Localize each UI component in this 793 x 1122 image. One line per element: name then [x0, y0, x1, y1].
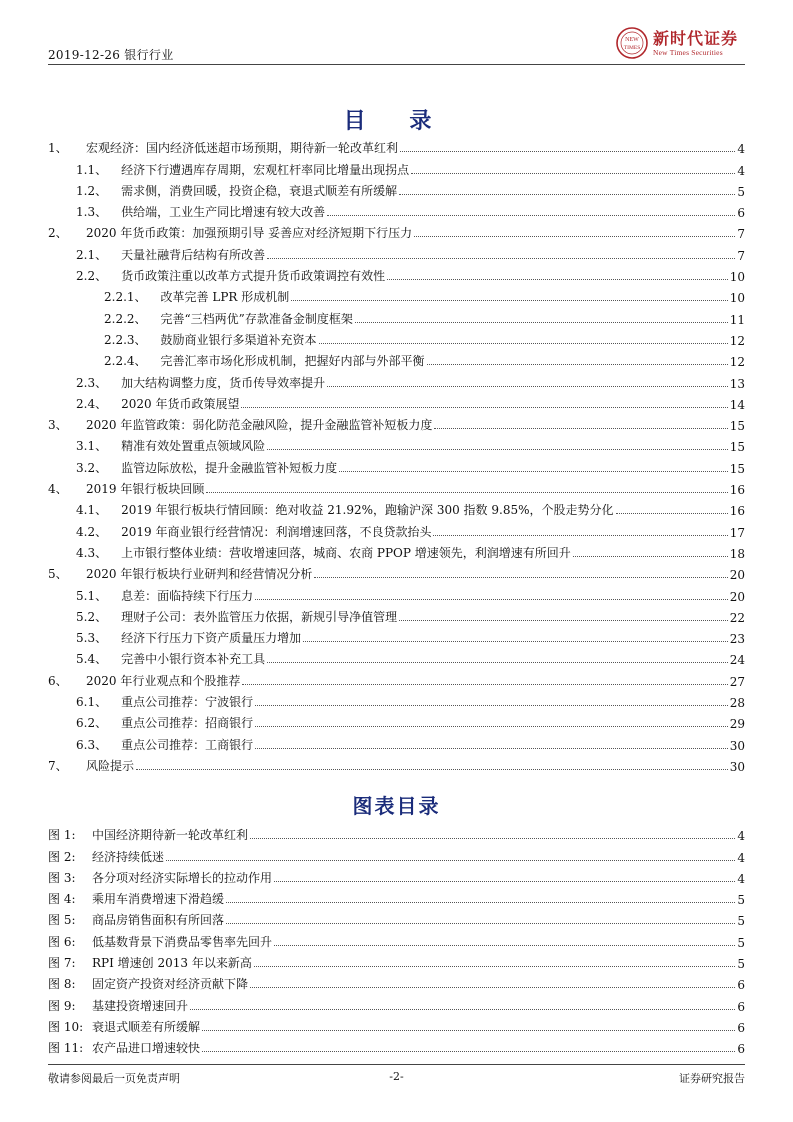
figure-entry-number: 图 3: — [48, 870, 76, 885]
toc-entry-page: 16 — [729, 504, 745, 519]
figure-entry-page: 6 — [737, 1020, 745, 1035]
toc-entry-page: 27 — [729, 674, 745, 689]
page-header — [48, 24, 745, 68]
toc-entry-page: 12 — [729, 355, 745, 370]
toc-leader-dots — [314, 577, 727, 578]
header-divider — [48, 64, 745, 65]
toc-leader-dots — [267, 449, 728, 450]
toc-leader-dots — [573, 556, 728, 557]
toc-entry[interactable] — [48, 667, 745, 688]
figure-leader-dots — [274, 945, 735, 946]
figure-leader-dots — [226, 923, 735, 924]
figure-leader-dots — [250, 987, 735, 988]
figure-entry-page: 6 — [737, 1042, 745, 1057]
toc-entry-number: 4.3、 — [76, 545, 108, 560]
toc-entry-page: 13 — [729, 376, 745, 391]
figure-entry-text: RPI 增速创 2013 年以来新高 — [92, 956, 252, 971]
toc-entry-text: 宏观经济：国内经济低迷超市场预期，期待新一轮改革红利 — [86, 141, 399, 156]
toc-entry-number: 6、 — [48, 673, 68, 688]
toc-title: 目 录 — [343, 109, 450, 134]
toc-entry[interactable] — [48, 156, 745, 177]
toc-entry-text: 2019 年银行板块行情回顾：绝对收益 21.92%，跑输沪深 300 指数 9.85%，个股走势分化 — [121, 503, 614, 518]
toc-entry[interactable] — [48, 497, 745, 518]
toc-entry[interactable] — [48, 625, 745, 646]
toc-entry-number: 6.3、 — [76, 737, 108, 752]
toc-entry-number: 6.1、 — [76, 695, 108, 710]
toc-entry-text: 完善“三档两优”存款准备金制度框架 — [160, 311, 353, 326]
toc-entry-page: 5 — [737, 184, 745, 199]
toc-entry-page: 17 — [729, 525, 745, 540]
toc-entry-text: 完善汇率市场化形成机制，把握好内部与外部平衡 — [160, 354, 425, 369]
figure-entry-text: 低基数背景下消费品零售率先回升 — [92, 934, 273, 949]
figure-entry[interactable] — [48, 886, 745, 907]
toc-entry-number: 1.1、 — [76, 162, 108, 177]
toc-entry-page: 22 — [729, 610, 745, 625]
toc-entry-page: 7 — [737, 248, 745, 263]
new-times-logo-icon — [615, 26, 649, 60]
toc-entry-text: 天量社融背后结构有所改善 — [121, 247, 266, 262]
figure-entry-page: 5 — [737, 914, 745, 929]
toc-entry-text: 供给端，工业生产同比增速有较大改善 — [121, 205, 326, 220]
toc-leader-dots — [411, 173, 735, 174]
toc-entry[interactable] — [48, 689, 745, 710]
toc-entry[interactable] — [48, 412, 745, 433]
toc-entry-page: 30 — [729, 738, 745, 753]
toc-entry-number: 3.1、 — [76, 439, 108, 454]
toc-entry-number: 3.2、 — [76, 460, 108, 475]
toc-leader-dots — [355, 322, 728, 323]
toc-entry-page: 10 — [729, 291, 745, 306]
toc-entry-page: 30 — [729, 759, 745, 774]
toc-entry-number: 2、 — [48, 226, 68, 241]
figure-entry-number: 图 4: — [48, 892, 76, 907]
toc-entry-text: 2020 年货币政策：加强预期引导 妥善应对经济短期下行压力 — [86, 226, 413, 241]
toc-leader-dots — [255, 599, 728, 600]
figure-entry-number: 图 11: — [48, 1041, 84, 1056]
toc-entry-text: 需求侧，消费回暖，投资企稳，衰退式顺差有所缓解 — [121, 183, 398, 198]
figure-entry[interactable] — [48, 843, 745, 864]
toc-leader-dots — [206, 492, 727, 493]
toc-entry-number: 5.3、 — [76, 631, 108, 646]
figure-entry-number: 图 7: — [48, 956, 76, 971]
svg-text:TIMES: TIMES — [623, 45, 641, 51]
toc-leader-dots — [400, 151, 735, 152]
toc-leader-dots — [433, 535, 727, 536]
toc-entry[interactable] — [48, 518, 745, 539]
toc-entry-text: 重点公司推荐：招商银行 — [121, 716, 254, 731]
toc-entry-page: 20 — [729, 589, 745, 604]
figure-entry[interactable] — [48, 1035, 745, 1056]
toc-entry-number: 7、 — [48, 758, 68, 773]
toc-entry-text: 经济下行压力下资产质量压力增加 — [121, 631, 302, 646]
toc-entry-text: 改革完善 LPR 形成机制 — [160, 290, 290, 305]
figure-entry-page: 4 — [737, 829, 745, 844]
figure-entry-text: 农产品进口增速较快 — [92, 1041, 201, 1056]
toc-entry-number: 4.1、 — [76, 503, 108, 518]
toc-entry-text: 上市银行整体业绩：营收增速回落，城商、农商 PPOP 增速领先，利润增速有所回升 — [121, 545, 571, 560]
logo-company-name-en: New Times Securities — [653, 48, 723, 57]
toc-entry[interactable] — [48, 476, 745, 497]
toc-entry-page: 10 — [729, 270, 745, 285]
toc-leader-dots — [434, 428, 727, 429]
toc-entry-number: 5.1、 — [76, 588, 108, 603]
figure-leader-dots — [250, 838, 735, 839]
toc-entry-page: 23 — [729, 632, 745, 647]
page-footer — [48, 1064, 745, 1088]
toc-entry[interactable] — [48, 284, 745, 305]
toc-leader-dots — [414, 236, 735, 237]
toc-entry-page: 29 — [729, 717, 745, 732]
toc-entry[interactable] — [48, 369, 745, 390]
toc-entry[interactable] — [48, 199, 745, 220]
page-number: -2- — [389, 1070, 404, 1083]
toc-entry-number: 2.2、 — [76, 269, 108, 284]
toc-entry-text: 风险提示 — [86, 758, 135, 773]
figure-entry-text: 衰退式顺差有所缓解 — [92, 1019, 201, 1034]
figure-entry[interactable] — [48, 1014, 745, 1035]
toc-entry-number: 1.3、 — [76, 205, 108, 220]
figure-entry-number: 图 10: — [48, 1019, 84, 1034]
toc-entry[interactable] — [48, 454, 745, 475]
toc-entry-text: 鼓励商业银行多渠道补充资本 — [160, 332, 317, 347]
company-logo — [615, 24, 745, 62]
toc-entry-number: 2.3、 — [76, 375, 108, 390]
toc-entry-text: 2019 年商业银行经营情况：利润增速回落，不良贷款抬头 — [121, 524, 432, 539]
toc-entry-text: 重点公司推荐：工商银行 — [121, 737, 254, 752]
toc-leader-dots — [267, 662, 728, 663]
toc-entry-number: 4.2、 — [76, 524, 108, 539]
toc-leader-dots — [387, 279, 728, 280]
figure-entry-number: 图 6: — [48, 934, 76, 949]
toc-entry[interactable] — [48, 241, 745, 262]
toc-entry-number: 2.2.3、 — [104, 332, 147, 347]
figure-entry-page: 6 — [737, 999, 745, 1014]
toc-entry-text: 完善中小银行资本补充工具 — [121, 652, 266, 667]
toc-entry-page: 11 — [729, 312, 745, 327]
toc-leader-dots — [291, 300, 727, 301]
toc-leader-dots — [267, 258, 735, 259]
toc-entry[interactable] — [48, 731, 745, 752]
toc-entry-page: 15 — [729, 461, 745, 476]
figure-leader-dots — [274, 881, 735, 882]
toc-entry[interactable] — [48, 710, 745, 731]
toc-entry-page: 24 — [729, 653, 745, 668]
toc-entry[interactable] — [48, 561, 745, 582]
toc-leader-dots — [136, 769, 728, 770]
toc-entry[interactable] — [48, 178, 745, 199]
toc-entry[interactable] — [48, 305, 745, 326]
figure-entry-text: 乘用车消费增速下滑趋缓 — [92, 892, 225, 907]
footer-doc-type: 证券研究报告 — [679, 1072, 745, 1085]
footer-disclaimer: 敬请参阅最后一页免责声明 — [48, 1072, 180, 1085]
toc-entry-text: 监管边际放松，提升金融监管补短板力度 — [121, 460, 338, 475]
toc-entry-page: 4 — [737, 142, 745, 157]
toc-leader-dots — [255, 726, 728, 727]
toc-entry[interactable] — [48, 348, 745, 369]
figure-entry-number: 图 1: — [48, 828, 76, 843]
toc-entry-number: 3、 — [48, 418, 68, 433]
toc-entry-number: 5.2、 — [76, 609, 108, 624]
figure-entry-page: 5 — [737, 935, 745, 950]
toc-entry-page: 15 — [729, 419, 745, 434]
figure-entry[interactable] — [48, 950, 745, 971]
toc-entry-number: 5、 — [48, 567, 68, 582]
report-date-sector: 2019-12-26 银行行业 — [48, 48, 174, 62]
figure-entry[interactable] — [48, 992, 745, 1013]
toc-entry-text: 理财子公司：表外监管压力依据，新规引导净值管理 — [121, 609, 398, 624]
toc-entry-text: 加大结构调整力度，货币传导效率提升 — [121, 375, 326, 390]
toc-entry[interactable] — [48, 604, 745, 625]
toc-entry-page: 16 — [729, 483, 745, 498]
toc-entry-text: 精准有效处置重点领域风险 — [121, 439, 266, 454]
svg-text:NEW: NEW — [625, 37, 639, 43]
toc-leader-dots — [339, 471, 728, 472]
table-of-contents — [48, 135, 745, 774]
toc-leader-dots — [327, 215, 735, 216]
toc-entry-number: 5.4、 — [76, 652, 108, 667]
figure-entry-page: 4 — [737, 850, 745, 865]
footer-divider — [48, 1064, 745, 1065]
figure-leader-dots — [226, 902, 735, 903]
figure-entry-number: 图 9: — [48, 998, 76, 1013]
logo-company-name-cn: 新时代证券 — [653, 29, 739, 48]
toc-entry-number: 6.2、 — [76, 716, 108, 731]
toc-entry-page: 18 — [729, 546, 745, 561]
toc-entry[interactable] — [48, 391, 745, 412]
toc-leader-dots — [427, 364, 728, 365]
toc-entry-number: 4、 — [48, 482, 68, 497]
toc-entry[interactable] — [48, 582, 745, 603]
figure-entry[interactable] — [48, 928, 745, 949]
figure-entry-page: 5 — [737, 957, 745, 972]
toc-leader-dots — [616, 513, 728, 514]
toc-leader-dots — [327, 386, 728, 387]
toc-entry-number: 2.4、 — [76, 396, 108, 411]
figure-entry[interactable] — [48, 822, 745, 843]
toc-entry[interactable] — [48, 327, 745, 348]
figure-entry-page: 5 — [737, 893, 745, 908]
toc-entry-text: 2019 年银行板块回顾 — [86, 482, 205, 497]
toc-entry-page: 28 — [729, 696, 745, 711]
toc-entry-page: 14 — [729, 397, 745, 412]
figure-entry-page: 6 — [737, 978, 745, 993]
figures-list-title: 图表目录 — [352, 794, 441, 818]
figure-entry-number: 图 2: — [48, 849, 76, 864]
figure-leader-dots — [202, 1051, 735, 1052]
toc-leader-dots — [399, 194, 735, 195]
toc-leader-dots — [303, 641, 728, 642]
toc-entry-text: 重点公司推荐：宁波银行 — [121, 695, 254, 710]
figure-entry[interactable] — [48, 865, 745, 886]
toc-entry[interactable] — [48, 753, 745, 774]
toc-entry-number: 1、 — [48, 141, 68, 156]
figure-leader-dots — [190, 1009, 735, 1010]
figure-leader-dots — [202, 1030, 735, 1031]
toc-entry-text: 2020 年银行板块行业研判和经营情况分析 — [86, 567, 313, 582]
toc-entry-text: 经济下行遭遇库存周期，宏观杠杆率同比增量出现拐点 — [121, 162, 410, 177]
toc-entry[interactable] — [48, 646, 745, 667]
toc-entry[interactable] — [48, 263, 745, 284]
toc-entry-text: 2020 年货币政策展望 — [121, 396, 240, 411]
toc-entry-page: 4 — [737, 163, 745, 178]
toc-entry-page: 7 — [737, 227, 745, 242]
figure-entry-text: 经济持续低迷 — [92, 849, 165, 864]
toc-entry-page: 20 — [729, 568, 745, 583]
figure-leader-dots — [166, 860, 735, 861]
figures-list — [48, 822, 745, 1056]
toc-leader-dots — [255, 705, 728, 706]
figure-entry-number: 图 8: — [48, 977, 76, 992]
figure-entry-text: 基建投资增速回升 — [92, 998, 189, 1013]
figure-entry-text: 各分项对经济实际增长的拉动作用 — [92, 870, 273, 885]
toc-leader-dots — [255, 748, 728, 749]
figure-leader-dots — [254, 966, 736, 967]
figure-entry-number: 图 5: — [48, 913, 76, 928]
toc-leader-dots — [399, 620, 728, 621]
toc-entry-number: 1.2、 — [76, 183, 108, 198]
toc-entry-page: 15 — [729, 440, 745, 455]
toc-entry-number: 2.2.4、 — [104, 354, 147, 369]
figure-entry-text: 中国经济期待新一轮改革红利 — [92, 828, 249, 843]
toc-entry[interactable] — [48, 540, 745, 561]
toc-entry-number: 2.2.2、 — [104, 311, 147, 326]
figure-entry-text: 商品房销售面积有所回落 — [92, 913, 225, 928]
toc-entry-text: 2020 年行业观点和个股推荐 — [86, 673, 241, 688]
toc-leader-dots — [242, 684, 727, 685]
figure-entry[interactable] — [48, 971, 745, 992]
toc-entry-text: 货币政策注重以改革方式提升货币政策调控有效性 — [121, 269, 386, 284]
figure-entry[interactable] — [48, 907, 745, 928]
toc-entry-number: 2.2.1、 — [104, 290, 147, 305]
toc-entry[interactable] — [48, 433, 745, 454]
toc-entry[interactable] — [48, 135, 745, 156]
figure-entry-text: 固定资产投资对经济贡献下降 — [92, 977, 249, 992]
toc-entry-text: 2020 年监管政策：弱化防范金融风险，提升金融监管补短板力度 — [86, 418, 433, 433]
toc-leader-dots — [241, 407, 727, 408]
figure-entry-page: 4 — [737, 871, 745, 886]
toc-entry[interactable] — [48, 220, 745, 241]
toc-entry-page: 6 — [737, 206, 745, 221]
toc-leader-dots — [319, 343, 728, 344]
toc-entry-text: 息差：面临持续下行压力 — [121, 588, 254, 603]
toc-entry-number: 2.1、 — [76, 247, 108, 262]
toc-entry-page: 12 — [729, 333, 745, 348]
